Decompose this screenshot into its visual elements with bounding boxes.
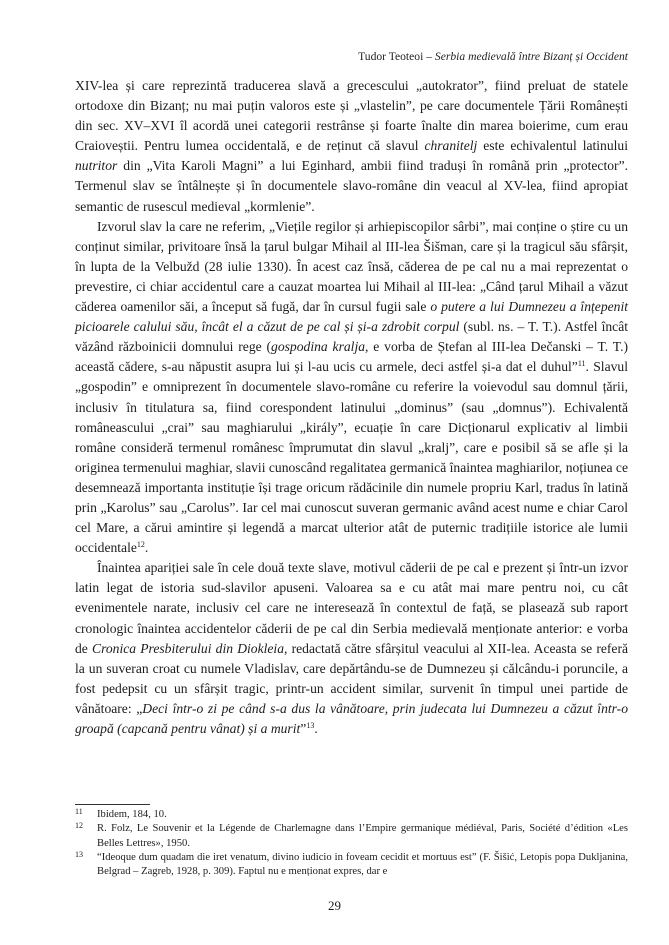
text-run: Înaintea apariției sale în cele două texte slave, motivul căderii de pe cal e prezent și într-un izvor latin legat de istoria sud-slavilor apuseni. Valoarea sa e cu atât mai mare pentru noi, cu cât evenimentele narate, inclusiv cel care ne interesează în contextul de față, se plasează sub raport cronologic înaintea accidentelor căderii de pe cal din Serbia medievală menționate anterior: e vorba de (75, 560, 628, 656)
paragraph (75, 558, 628, 739)
footnote-text: Ibidem, 184, 10. (97, 809, 167, 820)
footnote: 13 “Ideoque dum quadam die iret venatum, divino iudicio in foveam cecidit et mortuus est” (F. Šišić, Letopis popa Dukljanina, Belgrad – Zagreb, 1928, p. 309). Faptul nu e menționat expres, dar e (75, 849, 628, 878)
text-run: . Slavul „gospodin” e omniprezent în documentele slavo-române cu referire la voievodul sau domnul țării, inclusiv în titulatura sa, fiind corespondent latinului „dominus” (sau „domnus”). Echivalentă româneascului „crai” sau maghiarului „király”, ecuație în care Dicționarul explicativ al limbii române consideră termenul românesc împrumutat din slavul „kralj”, care e posibil să se afle și la originea termenului maghiar, slavii cunoscând regalitatea germanică înaintea maghiarilor, noțiunea ce desemnează importanta instituție își trage oricum rădăcinile din numele propriu Karl, tradus în latină prin „Karolus” sau „Carolus”. Iar cel mai cunoscut suveran germanic având acest nume e chiar Carol cel Mare, a cărui amintire și legendă a marcat ulterior atât de puternic tradițiile istorice ale lumii occidentale (75, 359, 629, 556)
text-run: Izvorul slav la care ne referim, „Viețile regilor și arhiepiscopilor sârbi”, mai conține o știre cu un conținut similar, privitoare însă la țarul bulgar Mihail al III-lea Šišman, care și la tragicul său sfârșit, în lupta de la Velbužd (28 iulie 1330). În acest caz însă, căderea de pe cal nu a mai reprezentat o prevestire, ci chiar accidentul care a cauzat moartea lui Mihail al III-lea: „Când țarul Mihail a văzut căderea oamenilor săi, a început să fugă, dar în cursul fugii sale (75, 218, 628, 315)
italic-text: chranitelj (424, 138, 478, 154)
text-run: din „Vita Karoli Magni” a lui Eginhard, ambii fiind traduși în română prin „protector”. Termenul slav se întâlnește și în documentele slavo-române din veacul al XV-lea, fiind apropiat semantic de rusescul medieval „kormlenie”. (75, 158, 628, 214)
footnote-ref: 11 (577, 359, 586, 369)
footnotes (75, 808, 628, 879)
italic-text: Deci într-o zi pe când s-a dus la vânătoare, prin judecata lui Dumnezeu a căzut într-o groapă (capcană pentru vânat) și a murit (75, 700, 628, 736)
text-run: ” (300, 721, 307, 736)
footnote: 11 Ibidem, 184, 10. (75, 807, 167, 820)
running-header (0, 50, 628, 63)
text-run: XIV-lea și care reprezintă traducerea slavă a grecescului „autokrator”, fiind preluat de statele ortodoxe din Bizanț; nu mai puțin valoros este și „vlastelin”, pe care documentele Țării Românești din sec. XV–XVI îl acordă unei categorii restrânse și foarte înalte din marea boierime, cum erau Craioveștii. Pentru lumea occidentală, e de reținut că slavul (75, 78, 628, 154)
main-text (75, 76, 628, 739)
text-run: , e vorba de Ștefan al III-lea Dečanski – T. T.) această cădere, s-au năpustit asupra lui și l-au ucis cu armele, deci astfel și-a dat el duhul” (75, 339, 628, 375)
italic-text: o putere a lui Dumnezeu a înțepenit picioarele calului său, încât el a căzut de pe cal și și-a zdrobit corpul (75, 299, 628, 335)
italic-text: nutritor (75, 158, 118, 174)
footnote-divider (75, 804, 150, 805)
text-run: . (144, 540, 149, 556)
footnote-ref: 13 (306, 721, 315, 730)
paragraph (75, 217, 628, 559)
page-number: 29 (328, 898, 341, 913)
header-author: Tudor Teoteoi – (358, 50, 435, 63)
footnote-text: “Ideoque dum quadam die iret venatum, divino iudicio in foveam cecidit et mortuus est” (F. Šišić, Letopis popa Dukljanina, Belgrad – Zagreb, 1928, p. 309). Faptul nu e menționat expres, dar e (97, 851, 628, 878)
text-run: este echivalentul latinului (477, 138, 628, 154)
italic-text: Cronica Presbiterului din Diokleia (92, 640, 285, 656)
header-book-title: Serbia medievală între Bizanț și Occident (434, 50, 628, 63)
text-run: . (314, 721, 318, 736)
footnote-text: R. Folz, Le Souvenir et la Légende de Charlemagne dans l’Empire germanique médiéval, Paris, Société d’édition «Les Belles Lettres», 1950. (97, 823, 628, 849)
footnote-ref: 12 (136, 540, 145, 550)
text-run: , redactată către sfârșitul veacului al XII-lea. Aceasta se referă la un suveran croat cu numele Vladislav, care depărtându-se de Dumnezeu și călcându-i poruncile, a fost pedepsit cu un sfârșit tragic, printr-un accident similar, survenit în timpul unei partide de vânătoare: „ (75, 640, 628, 716)
italic-text: gospodina kralja (271, 339, 366, 355)
footnote: 12 R. Folz, Le Souvenir et la Légende de Charlemagne dans l’Empire germanique médiéval, Paris, Société d’édition «Les Belles Lettres», 1950. (75, 821, 628, 849)
paragraph (75, 76, 628, 217)
text-run: (subl. ns. – T. T.). Astfel încât văzând războinicii domnului rege ( (75, 319, 628, 355)
